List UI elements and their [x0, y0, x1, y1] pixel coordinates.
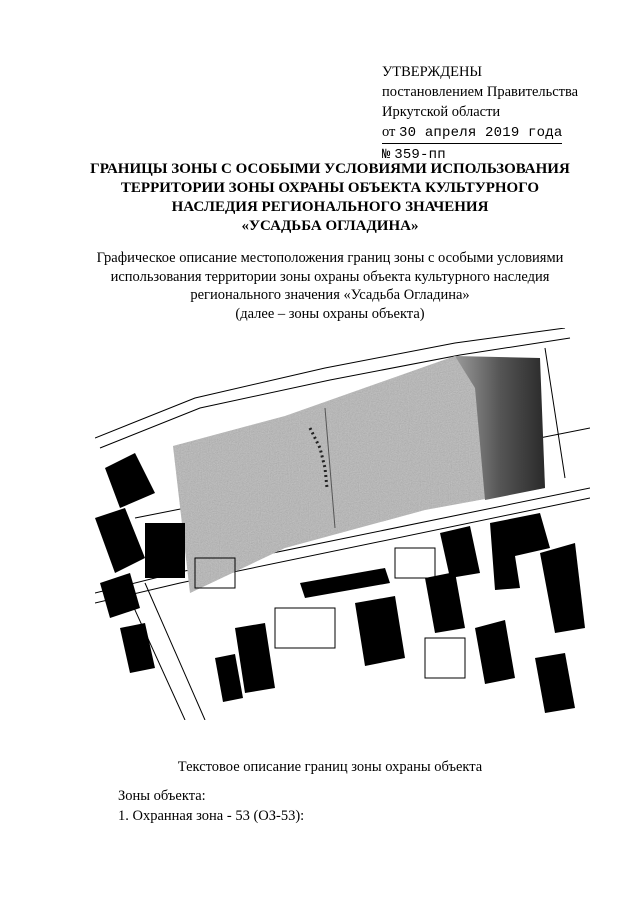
building-11 — [235, 623, 275, 693]
approval-stamp — [382, 62, 612, 165]
building-10 — [355, 596, 405, 666]
subtitle-line-1: Графическое описание местоположения границ зоны с особыми условиями — [96, 250, 564, 266]
approval-number-value: 359-пп — [394, 147, 446, 163]
building-5 — [440, 526, 480, 578]
document-title — [60, 160, 600, 236]
approval-decree-line: постановлением Правительства — [382, 84, 579, 100]
building-12 — [215, 654, 243, 702]
building-8 — [475, 620, 515, 684]
subtitle-line-4: (далее – зоны охраны объекта) — [235, 305, 425, 322]
approval-region-line: Иркутской области — [382, 104, 501, 120]
zone-item-1: 1. Охранная зона - 53 (ОЗ-53): — [118, 808, 305, 824]
approval-number-prefix: № — [382, 147, 391, 163]
approval-date-row — [382, 122, 562, 144]
building-6 — [490, 513, 550, 590]
zone-boundary-map — [95, 328, 590, 720]
approval-date-prefix: от — [382, 124, 396, 140]
title-line-1: ГРАНИЦЫ ЗОНЫ С ОСОБЫМИ УСЛОВИЯМИ ИСПОЛЬЗОВАНИЯ — [90, 161, 570, 177]
protection-zone — [173, 356, 545, 593]
building-7 — [540, 543, 585, 633]
building-1 — [145, 523, 185, 578]
building-14 — [425, 572, 465, 633]
title-line-2: ТЕРРИТОРИИ ЗОНЫ ОХРАНЫ ОБЪЕКТА КУЛЬТУРНОГО — [120, 180, 540, 196]
title-line-4: «УСАДЬБА ОГЛАДИНА» — [241, 218, 419, 234]
building-2 — [105, 453, 155, 508]
subtitle-line-3: регионального значения «Усадьба Огладина» — [190, 287, 470, 303]
building-4 — [100, 573, 140, 618]
subtitle-line-2: использования территории зоны охраны объекта культурного наследия — [110, 268, 550, 285]
zones-label: Зоны объекта: — [118, 788, 206, 804]
building-9 — [300, 568, 390, 598]
approval-date-value: 30 апреля 2019 года — [399, 125, 563, 141]
title-line-3: НАСЛЕДИЯ РЕГИОНАЛЬНОГО ЗНАЧЕНИЯ — [171, 199, 489, 215]
building-13 — [535, 653, 575, 713]
approval-heading: УТВЕРЖДЕНЫ — [382, 64, 483, 80]
text-description-heading: Текстовое описание границ зоны охраны объекта — [177, 759, 483, 775]
building-15 — [120, 623, 155, 673]
graphic-description-subtitle — [60, 249, 600, 323]
